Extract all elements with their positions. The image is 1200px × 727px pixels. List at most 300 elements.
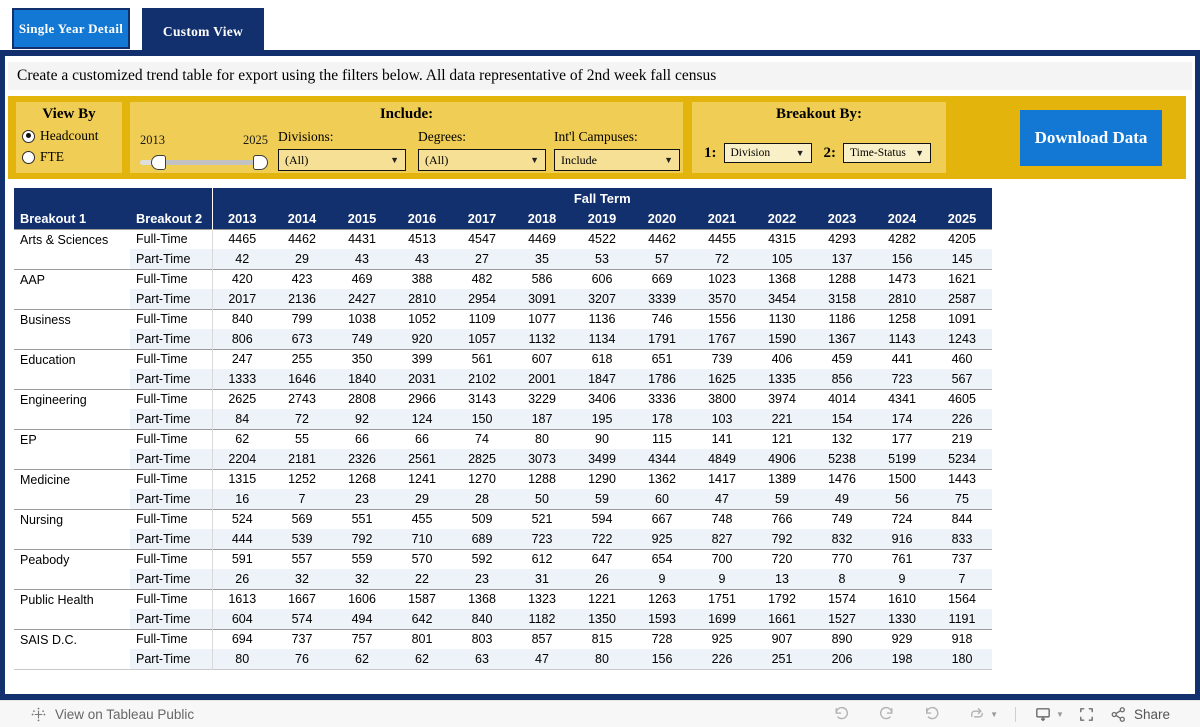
slider-handle-left[interactable]	[151, 155, 166, 170]
time-status-cell: Part-Time	[130, 289, 212, 309]
share-button[interactable]	[1109, 705, 1170, 724]
time-status-cell: Part-Time	[130, 329, 212, 349]
value-cell: 76	[272, 649, 332, 669]
value-cell: 1077	[512, 309, 572, 329]
value-cell: 4465	[212, 229, 272, 249]
value-cell: 219	[932, 429, 992, 449]
chevron-down-icon: ▼	[390, 155, 399, 165]
value-cell: 1847	[572, 369, 632, 389]
value-cell: 551	[332, 509, 392, 529]
value-cell: 388	[392, 269, 452, 289]
footer-toolbar	[0, 700, 1200, 727]
col-header-year: 2021	[692, 208, 752, 229]
replay-icon	[967, 705, 987, 724]
value-cell: 3800	[692, 389, 752, 409]
value-cell: 724	[872, 509, 932, 529]
value-cell: 4462	[632, 229, 692, 249]
value-cell: 2587	[932, 289, 992, 309]
view-on-tableau-public-label: View on Tableau Public	[55, 706, 195, 722]
value-cell: 47	[512, 649, 572, 669]
table-row	[14, 529, 992, 549]
value-cell: 4547	[452, 229, 512, 249]
value-cell: 1593	[632, 609, 692, 629]
value-cell: 1667	[272, 589, 332, 609]
value-cell: 60	[632, 489, 692, 509]
value-cell: 3339	[632, 289, 692, 309]
value-cell: 350	[332, 349, 392, 369]
value-cell: 23	[452, 569, 512, 589]
value-cell: 651	[632, 349, 692, 369]
value-cell: 856	[812, 369, 872, 389]
fullscreen-icon	[1077, 705, 1096, 724]
value-cell: 251	[752, 649, 812, 669]
value-cell: 1241	[392, 469, 452, 489]
value-cell: 2181	[272, 449, 332, 469]
value-cell: 1132	[512, 329, 572, 349]
value-cell: 1751	[692, 589, 752, 609]
col-header-year: 2014	[272, 208, 332, 229]
value-cell: 728	[632, 629, 692, 649]
value-cell: 226	[692, 649, 752, 669]
value-cell: 4014	[812, 389, 872, 409]
value-cell: 150	[452, 409, 512, 429]
value-cell: 832	[812, 529, 872, 549]
radio-headcount-label: Headcount	[40, 128, 99, 143]
value-cell: 66	[332, 429, 392, 449]
toolbar-divider	[1015, 707, 1016, 722]
value-cell: 1186	[812, 309, 872, 329]
radio-fte[interactable]	[22, 149, 122, 165]
col-header-year: 2016	[392, 208, 452, 229]
redo-button[interactable]	[877, 705, 896, 724]
value-cell: 3229	[512, 389, 572, 409]
value-cell: 1621	[932, 269, 992, 289]
value-cell: 925	[632, 529, 692, 549]
value-cell: 1699	[692, 609, 752, 629]
table-row	[14, 589, 992, 609]
value-cell: 2001	[512, 369, 572, 389]
radio-unselected-icon[interactable]	[22, 151, 35, 164]
value-cell: 23	[332, 489, 392, 509]
share-icon	[1109, 705, 1128, 724]
value-cell: 177	[872, 429, 932, 449]
col-header-year: 2018	[512, 208, 572, 229]
tableau-logo-icon	[30, 706, 47, 723]
device-layout-button[interactable]	[1033, 705, 1064, 724]
table-row	[14, 449, 992, 469]
table-row	[14, 489, 992, 509]
value-cell: 29	[392, 489, 452, 509]
table-row	[14, 409, 992, 429]
value-cell: 7	[932, 569, 992, 589]
chevron-down-icon: ▼	[915, 148, 924, 158]
value-cell: 737	[932, 549, 992, 569]
value-cell: 9	[632, 569, 692, 589]
value-cell: 80	[512, 429, 572, 449]
value-cell: 4513	[392, 229, 452, 249]
value-cell: 32	[272, 569, 332, 589]
value-cell: 857	[512, 629, 572, 649]
value-cell: 907	[752, 629, 812, 649]
time-status-cell: Full-Time	[130, 629, 212, 649]
time-status-cell: Full-Time	[130, 389, 212, 409]
radio-fte-label: FTE	[40, 149, 65, 164]
value-cell: 722	[572, 529, 632, 549]
value-cell: 1792	[752, 589, 812, 609]
value-cell: 2825	[452, 449, 512, 469]
division-cell: Peabody	[14, 549, 130, 589]
value-cell: 3336	[632, 389, 692, 409]
value-cell: 2136	[272, 289, 332, 309]
table-row	[14, 369, 992, 389]
intl-campuses-filter	[554, 129, 680, 171]
value-cell: 1443	[932, 469, 992, 489]
value-cell: 925	[692, 629, 752, 649]
col-header-year: 2017	[452, 208, 512, 229]
value-cell: 557	[272, 549, 332, 569]
value-cell: 4293	[812, 229, 872, 249]
value-cell: 62	[212, 429, 272, 449]
table-row	[14, 469, 992, 489]
table-row	[14, 569, 992, 589]
value-cell: 90	[572, 429, 632, 449]
value-cell: 459	[812, 349, 872, 369]
value-cell: 827	[692, 529, 752, 549]
value-cell: 2743	[272, 389, 332, 409]
value-cell: 723	[512, 529, 572, 549]
time-status-cell: Part-Time	[130, 529, 212, 549]
value-cell: 4315	[752, 229, 812, 249]
value-cell: 460	[932, 349, 992, 369]
value-cell: 561	[452, 349, 512, 369]
division-cell: Education	[14, 349, 130, 389]
col-header-breakout-2: Breakout 2	[130, 208, 212, 229]
value-cell: 423	[272, 269, 332, 289]
value-cell: 1335	[752, 369, 812, 389]
value-cell: 255	[272, 349, 332, 369]
value-cell: 5234	[932, 449, 992, 469]
value-cell: 3073	[512, 449, 572, 469]
value-cell: 59	[752, 489, 812, 509]
value-cell: 92	[332, 409, 392, 429]
fullscreen-button[interactable]	[1077, 705, 1096, 724]
value-cell: 1767	[692, 329, 752, 349]
value-cell: 3974	[752, 389, 812, 409]
value-cell: 4282	[872, 229, 932, 249]
table-row	[14, 289, 992, 309]
reset-icon	[922, 705, 941, 724]
value-cell: 1786	[632, 369, 692, 389]
table-row	[14, 229, 992, 249]
value-cell: 4431	[332, 229, 392, 249]
value-cell: 1315	[212, 469, 272, 489]
table-row	[14, 269, 992, 289]
replay-button[interactable]	[967, 705, 998, 724]
value-cell: 132	[812, 429, 872, 449]
breakout-2-dropdown[interactable]	[843, 143, 931, 163]
time-status-cell: Part-Time	[130, 609, 212, 629]
value-cell: 80	[572, 649, 632, 669]
slider-track[interactable]	[140, 155, 268, 171]
value-cell: 1134	[572, 329, 632, 349]
value-cell: 43	[392, 249, 452, 269]
time-status-cell: Full-Time	[130, 469, 212, 489]
value-cell: 647	[572, 549, 632, 569]
value-cell: 4849	[692, 449, 752, 469]
value-cell: 26	[212, 569, 272, 589]
value-cell: 49	[812, 489, 872, 509]
intl-campuses-label: Int'l Campuses:	[554, 129, 638, 144]
col-header-year: 2020	[632, 208, 692, 229]
value-cell: 1143	[872, 329, 932, 349]
time-status-cell: Full-Time	[130, 349, 212, 369]
content-frame	[0, 50, 1200, 700]
divisions-dropdown[interactable]	[278, 149, 406, 171]
value-cell: 1590	[752, 329, 812, 349]
value-cell: 574	[272, 609, 332, 629]
value-cell: 604	[212, 609, 272, 629]
value-cell: 1258	[872, 309, 932, 329]
value-cell: 1023	[692, 269, 752, 289]
value-cell: 4462	[272, 229, 332, 249]
value-cell: 59	[572, 489, 632, 509]
value-cell: 710	[392, 529, 452, 549]
value-cell: 1052	[392, 309, 452, 329]
slider-handle-right[interactable]	[253, 155, 268, 170]
device-layout-icon	[1033, 705, 1053, 724]
download-data-button[interactable]: Download Data	[1020, 110, 1162, 166]
value-cell: 739	[692, 349, 752, 369]
breakout-panel	[692, 102, 946, 173]
value-cell: 62	[392, 649, 452, 669]
description-text: Create a customized trend table for export using the filters below. All data representative of 2nd week fall census	[17, 67, 717, 84]
value-cell: 689	[452, 529, 512, 549]
value-cell: 1476	[812, 469, 872, 489]
value-cell: 4522	[572, 229, 632, 249]
value-cell: 1367	[812, 329, 872, 349]
value-cell: 1268	[332, 469, 392, 489]
radio-selected-icon[interactable]	[22, 130, 35, 143]
value-cell: 792	[332, 529, 392, 549]
division-cell: SAIS D.C.	[14, 629, 130, 669]
value-cell: 1473	[872, 269, 932, 289]
division-cell: AAP	[14, 269, 130, 309]
col-header-year: 2023	[812, 208, 872, 229]
value-cell: 4469	[512, 229, 572, 249]
value-cell: 929	[872, 629, 932, 649]
chevron-down-icon: ▼	[795, 148, 805, 158]
value-cell: 737	[272, 629, 332, 649]
content-inner	[5, 56, 1195, 694]
chevron-down-icon: ▼	[664, 155, 673, 165]
value-cell: 1500	[872, 469, 932, 489]
value-cell: 75	[932, 489, 992, 509]
col-header-year: 2019	[572, 208, 632, 229]
value-cell: 482	[452, 269, 512, 289]
value-cell: 2017	[212, 289, 272, 309]
value-cell: 606	[572, 269, 632, 289]
value-cell: 1333	[212, 369, 272, 389]
share-label: Share	[1133, 706, 1170, 722]
value-cell: 770	[812, 549, 872, 569]
value-cell: 1136	[572, 309, 632, 329]
value-cell: 3406	[572, 389, 632, 409]
degrees-dropdown[interactable]	[418, 149, 546, 171]
time-status-cell: Full-Time	[130, 269, 212, 289]
value-cell: 8	[812, 569, 872, 589]
chevron-down-icon: ▼	[990, 709, 999, 719]
view-by-panel	[16, 102, 122, 173]
year-range-slider	[140, 133, 268, 171]
value-cell: 3143	[452, 389, 512, 409]
value-cell: 7	[272, 489, 332, 509]
value-cell: 444	[212, 529, 272, 549]
division-cell: Medicine	[14, 469, 130, 509]
value-cell: 26	[572, 569, 632, 589]
value-cell: 180	[932, 649, 992, 669]
trend-tbody	[14, 229, 992, 669]
value-cell: 1252	[272, 469, 332, 489]
value-cell: 916	[872, 529, 932, 549]
table-row	[14, 349, 992, 369]
value-cell: 4341	[872, 389, 932, 409]
division-cell: Engineering	[14, 389, 130, 429]
value-cell: 441	[872, 349, 932, 369]
value-cell: 420	[212, 269, 272, 289]
include-title: Include:	[379, 106, 434, 122]
value-cell: 50	[512, 489, 572, 509]
division-cell: Business	[14, 309, 130, 349]
value-cell: 29	[272, 249, 332, 269]
value-cell: 1221	[572, 589, 632, 609]
value-cell: 206	[812, 649, 872, 669]
view-by-title: View By	[42, 106, 96, 122]
col-header-year: 2013	[212, 208, 272, 229]
value-cell: 799	[272, 309, 332, 329]
value-cell: 1362	[632, 469, 692, 489]
value-cell: 694	[212, 629, 272, 649]
value-cell: 156	[872, 249, 932, 269]
value-cell: 3091	[512, 289, 572, 309]
value-cell: 74	[452, 429, 512, 449]
trend-table-wrap	[14, 188, 992, 670]
value-cell: 27	[452, 249, 512, 269]
table-row	[14, 629, 992, 649]
value-cell: 618	[572, 349, 632, 369]
value-cell: 121	[752, 429, 812, 449]
radio-headcount[interactable]	[22, 128, 122, 144]
slider-max-label: 2025	[243, 133, 268, 147]
tab-custom-view[interactable]: Custom View	[142, 8, 264, 56]
value-cell: 3499	[572, 449, 632, 469]
value-cell: 2954	[452, 289, 512, 309]
tab-single-year-detail[interactable]: Single Year Detail	[12, 8, 130, 49]
value-cell: 669	[632, 269, 692, 289]
value-cell: 47	[692, 489, 752, 509]
value-cell: 1368	[452, 589, 512, 609]
value-cell: 2102	[452, 369, 512, 389]
col-header-year: 2025	[932, 208, 992, 229]
value-cell: 1091	[932, 309, 992, 329]
value-cell: 5199	[872, 449, 932, 469]
value-cell: 1288	[512, 469, 572, 489]
value-cell: 2561	[392, 449, 452, 469]
value-cell: 4205	[932, 229, 992, 249]
value-cell: 1661	[752, 609, 812, 629]
time-status-cell: Part-Time	[130, 569, 212, 589]
value-cell: 43	[332, 249, 392, 269]
value-cell: 247	[212, 349, 272, 369]
breakout-1-dropdown[interactable]	[724, 143, 812, 163]
table-row	[14, 389, 992, 409]
value-cell: 2031	[392, 369, 452, 389]
value-cell: 66	[392, 429, 452, 449]
value-cell: 748	[692, 509, 752, 529]
filter-bar	[8, 96, 1186, 179]
value-cell: 72	[272, 409, 332, 429]
redo-icon	[877, 705, 896, 724]
table-row	[14, 509, 992, 529]
value-cell: 1574	[812, 589, 872, 609]
value-cell: 586	[512, 269, 572, 289]
intl-campuses-dropdown[interactable]	[554, 149, 680, 171]
view-on-tableau-public-link[interactable]	[30, 706, 194, 723]
value-cell: 141	[692, 429, 752, 449]
value-cell: 469	[332, 269, 392, 289]
reset-button[interactable]	[922, 705, 941, 724]
description-bar	[8, 62, 1192, 90]
value-cell: 673	[272, 329, 332, 349]
value-cell: 221	[752, 409, 812, 429]
col-header-breakout-1: Breakout 1	[14, 208, 130, 229]
value-cell: 178	[632, 409, 692, 429]
include-panel	[130, 102, 683, 173]
breakout-2-value: Time-Status	[850, 147, 906, 159]
value-cell: 700	[692, 549, 752, 569]
value-cell: 187	[512, 409, 572, 429]
value-cell: 2427	[332, 289, 392, 309]
value-cell: 1038	[332, 309, 392, 329]
slider-min-label: 2013	[140, 133, 165, 147]
value-cell: 174	[872, 409, 932, 429]
value-cell: 591	[212, 549, 272, 569]
value-cell: 1417	[692, 469, 752, 489]
value-cell: 720	[752, 549, 812, 569]
value-cell: 103	[692, 409, 752, 429]
value-cell: 1368	[752, 269, 812, 289]
value-cell: 1243	[932, 329, 992, 349]
time-status-cell: Part-Time	[130, 489, 212, 509]
value-cell: 28	[452, 489, 512, 509]
value-cell: 57	[632, 249, 692, 269]
value-cell: 803	[452, 629, 512, 649]
value-cell: 539	[272, 529, 332, 549]
value-cell: 13	[752, 569, 812, 589]
value-cell: 642	[392, 609, 452, 629]
value-cell: 2204	[212, 449, 272, 469]
value-cell: 2808	[332, 389, 392, 409]
table-row	[14, 549, 992, 569]
value-cell: 226	[932, 409, 992, 429]
value-cell: 3454	[752, 289, 812, 309]
value-cell: 16	[212, 489, 272, 509]
value-cell: 612	[512, 549, 572, 569]
division-cell: Public Health	[14, 589, 130, 629]
value-cell: 509	[452, 509, 512, 529]
undo-button[interactable]	[832, 705, 851, 724]
divisions-value: (All)	[285, 152, 309, 167]
value-cell: 9	[692, 569, 752, 589]
